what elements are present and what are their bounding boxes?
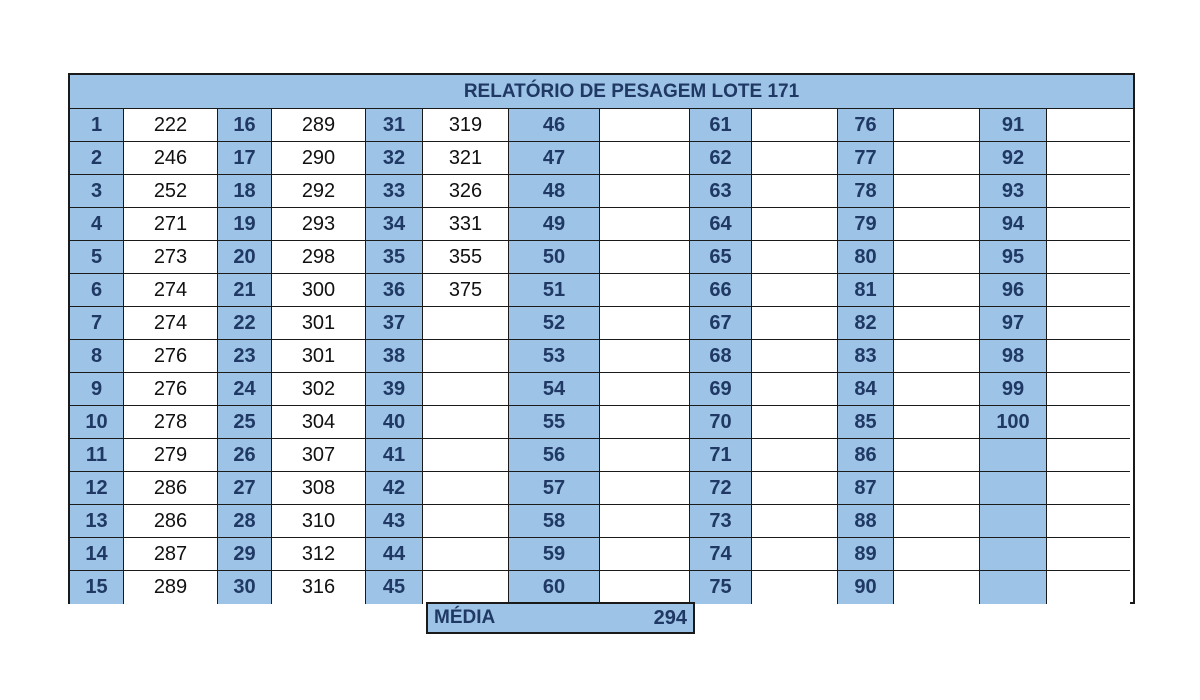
weight-value-cell: 286 <box>124 505 218 538</box>
index-cell: 68 <box>690 340 752 373</box>
index-cell: 23 <box>218 340 272 373</box>
weight-value-cell: 316 <box>272 571 366 604</box>
index-cell: 9 <box>70 373 124 406</box>
weight-value-cell: 271 <box>124 208 218 241</box>
index-cell: 89 <box>838 538 894 571</box>
weight-value-cell <box>600 109 690 142</box>
index-cell: 66 <box>690 274 752 307</box>
index-cell: 83 <box>838 340 894 373</box>
index-cell: 71 <box>690 439 752 472</box>
index-cell: 72 <box>690 472 752 505</box>
weight-value-cell: 273 <box>124 241 218 274</box>
index-cell: 29 <box>218 538 272 571</box>
weight-value-cell <box>894 571 980 604</box>
index-cell: 25 <box>218 406 272 439</box>
average-value: 294 <box>653 606 687 629</box>
weight-value-cell <box>894 505 980 538</box>
weight-value-cell <box>1047 109 1130 142</box>
index-cell: 5 <box>70 241 124 274</box>
index-cell: 86 <box>838 439 894 472</box>
index-cell: 20 <box>218 241 272 274</box>
weight-value-cell <box>1047 505 1130 538</box>
index-cell: 76 <box>838 109 894 142</box>
weight-value-cell: 274 <box>124 307 218 340</box>
index-cell: 69 <box>690 373 752 406</box>
weight-value-cell <box>423 307 509 340</box>
index-cell: 11 <box>70 439 124 472</box>
weight-value-cell <box>1047 208 1130 241</box>
average-label: MÉDIA <box>434 607 496 628</box>
index-cell: 91 <box>980 109 1047 142</box>
index-cell: 82 <box>838 307 894 340</box>
average-summary <box>426 602 695 634</box>
index-cell: 2 <box>70 142 124 175</box>
index-cell: 56 <box>509 439 600 472</box>
index-cell: 37 <box>366 307 423 340</box>
weight-value-cell <box>1047 571 1130 604</box>
weight-value-cell <box>894 274 980 307</box>
index-cell: 27 <box>218 472 272 505</box>
weight-value-cell: 279 <box>124 439 218 472</box>
index-cell: 16 <box>218 109 272 142</box>
index-cell: 63 <box>690 175 752 208</box>
index-cell: 39 <box>366 373 423 406</box>
index-cell: 58 <box>509 505 600 538</box>
index-cell: 84 <box>838 373 894 406</box>
weight-value-cell <box>1047 406 1130 439</box>
weight-value-cell: 355 <box>423 241 509 274</box>
index-cell: 42 <box>366 472 423 505</box>
weight-value-cell: 287 <box>124 538 218 571</box>
weight-value-cell <box>423 538 509 571</box>
index-cell: 55 <box>509 406 600 439</box>
report-title: RELATÓRIO DE PESAGEM LOTE 171 <box>70 75 1133 109</box>
weight-value-cell <box>600 406 690 439</box>
index-cell: 95 <box>980 241 1047 274</box>
index-cell: 38 <box>366 340 423 373</box>
index-cell: 74 <box>690 538 752 571</box>
weight-value-cell <box>894 241 980 274</box>
index-cell: 96 <box>980 274 1047 307</box>
weight-value-cell: 276 <box>124 340 218 373</box>
index-cell: 90 <box>838 571 894 604</box>
index-cell: 48 <box>509 175 600 208</box>
index-cell: 98 <box>980 340 1047 373</box>
index-cell: 28 <box>218 505 272 538</box>
weight-value-cell <box>600 505 690 538</box>
index-cell: 62 <box>690 142 752 175</box>
index-cell: 19 <box>218 208 272 241</box>
index-cell <box>980 571 1047 604</box>
weight-value-cell <box>600 142 690 175</box>
weight-value-cell <box>1047 241 1130 274</box>
weight-value-cell <box>752 208 838 241</box>
index-cell: 49 <box>509 208 600 241</box>
weight-value-cell: 290 <box>272 142 366 175</box>
index-cell: 60 <box>509 571 600 604</box>
weight-value-cell <box>1047 472 1130 505</box>
index-cell: 33 <box>366 175 423 208</box>
index-cell: 35 <box>366 241 423 274</box>
index-cell: 44 <box>366 538 423 571</box>
weight-value-cell <box>1047 175 1130 208</box>
weight-value-cell <box>752 406 838 439</box>
weight-value-cell <box>752 505 838 538</box>
weight-value-cell <box>1047 340 1130 373</box>
index-cell: 30 <box>218 571 272 604</box>
index-cell: 85 <box>838 406 894 439</box>
weight-value-cell <box>894 307 980 340</box>
weight-value-cell <box>894 373 980 406</box>
weight-value-cell: 321 <box>423 142 509 175</box>
weight-value-cell: 289 <box>124 571 218 604</box>
weight-value-cell <box>1047 274 1130 307</box>
weight-value-cell <box>752 142 838 175</box>
weight-value-cell <box>423 373 509 406</box>
weight-value-cell: 302 <box>272 373 366 406</box>
index-cell: 94 <box>980 208 1047 241</box>
weight-value-cell <box>423 472 509 505</box>
weight-value-cell: 300 <box>272 274 366 307</box>
weight-value-cell: 304 <box>272 406 366 439</box>
index-cell: 17 <box>218 142 272 175</box>
index-cell: 78 <box>838 175 894 208</box>
weighing-report-table <box>68 73 1135 604</box>
index-cell: 64 <box>690 208 752 241</box>
weight-value-cell <box>600 175 690 208</box>
weight-value-cell <box>894 538 980 571</box>
index-cell: 18 <box>218 175 272 208</box>
index-cell: 45 <box>366 571 423 604</box>
index-cell <box>980 439 1047 472</box>
weight-value-cell <box>752 340 838 373</box>
index-cell: 61 <box>690 109 752 142</box>
weight-value-cell <box>894 109 980 142</box>
weight-value-cell <box>894 472 980 505</box>
weight-value-cell: 278 <box>124 406 218 439</box>
weight-value-cell: 276 <box>124 373 218 406</box>
index-cell: 13 <box>70 505 124 538</box>
index-cell: 65 <box>690 241 752 274</box>
weight-value-cell: 312 <box>272 538 366 571</box>
weight-value-cell: 310 <box>272 505 366 538</box>
index-cell: 24 <box>218 373 272 406</box>
weight-value-cell <box>600 340 690 373</box>
index-cell: 26 <box>218 439 272 472</box>
weight-value-cell <box>1047 307 1130 340</box>
index-cell: 92 <box>980 142 1047 175</box>
weight-value-cell <box>894 439 980 472</box>
weight-value-cell <box>752 439 838 472</box>
weight-value-cell: 298 <box>272 241 366 274</box>
index-cell: 87 <box>838 472 894 505</box>
index-cell: 67 <box>690 307 752 340</box>
weight-value-cell: 307 <box>272 439 366 472</box>
weight-value-cell: 331 <box>423 208 509 241</box>
weight-value-cell <box>1047 439 1130 472</box>
index-cell: 97 <box>980 307 1047 340</box>
weight-value-cell: 286 <box>124 472 218 505</box>
weight-value-cell: 222 <box>124 109 218 142</box>
index-cell: 99 <box>980 373 1047 406</box>
index-cell: 14 <box>70 538 124 571</box>
index-cell: 6 <box>70 274 124 307</box>
weight-value-cell <box>600 241 690 274</box>
index-cell: 7 <box>70 307 124 340</box>
weight-value-cell: 246 <box>124 142 218 175</box>
index-cell: 32 <box>366 142 423 175</box>
weight-value-cell: 326 <box>423 175 509 208</box>
weight-value-cell <box>752 241 838 274</box>
index-cell: 47 <box>509 142 600 175</box>
weight-value-cell <box>600 439 690 472</box>
weight-value-cell <box>752 538 838 571</box>
weight-value-cell: 252 <box>124 175 218 208</box>
weight-value-cell <box>752 307 838 340</box>
weight-value-cell <box>894 406 980 439</box>
index-cell: 1 <box>70 109 124 142</box>
weight-value-cell <box>1047 142 1130 175</box>
weight-value-cell <box>600 307 690 340</box>
weight-value-cell: 301 <box>272 340 366 373</box>
index-cell: 31 <box>366 109 423 142</box>
index-cell: 22 <box>218 307 272 340</box>
index-cell: 34 <box>366 208 423 241</box>
weight-value-cell <box>600 208 690 241</box>
weight-value-cell: 301 <box>272 307 366 340</box>
index-cell: 77 <box>838 142 894 175</box>
weight-value-cell <box>894 340 980 373</box>
weight-value-cell <box>1047 538 1130 571</box>
weight-value-cell <box>894 142 980 175</box>
weight-value-cell <box>600 538 690 571</box>
index-cell: 40 <box>366 406 423 439</box>
weight-value-cell: 293 <box>272 208 366 241</box>
weight-value-cell <box>1047 373 1130 406</box>
index-cell: 88 <box>838 505 894 538</box>
weights-grid <box>70 109 1133 604</box>
weight-value-cell <box>752 472 838 505</box>
index-cell <box>980 505 1047 538</box>
index-cell: 93 <box>980 175 1047 208</box>
weight-value-cell <box>423 406 509 439</box>
weight-value-cell <box>423 505 509 538</box>
index-cell: 43 <box>366 505 423 538</box>
index-cell <box>980 538 1047 571</box>
index-cell: 41 <box>366 439 423 472</box>
weight-value-cell <box>600 472 690 505</box>
index-cell: 73 <box>690 505 752 538</box>
index-cell: 4 <box>70 208 124 241</box>
index-cell: 8 <box>70 340 124 373</box>
index-cell: 75 <box>690 571 752 604</box>
index-cell: 79 <box>838 208 894 241</box>
weight-value-cell: 308 <box>272 472 366 505</box>
index-cell: 53 <box>509 340 600 373</box>
weight-value-cell <box>894 175 980 208</box>
weight-value-cell <box>752 373 838 406</box>
weight-value-cell: 289 <box>272 109 366 142</box>
weight-value-cell <box>752 571 838 604</box>
weight-value-cell: 292 <box>272 175 366 208</box>
weight-value-cell <box>423 571 509 604</box>
weight-value-cell <box>423 439 509 472</box>
index-cell: 59 <box>509 538 600 571</box>
weight-value-cell: 274 <box>124 274 218 307</box>
index-cell: 36 <box>366 274 423 307</box>
index-cell: 54 <box>509 373 600 406</box>
index-cell: 15 <box>70 571 124 604</box>
index-cell: 10 <box>70 406 124 439</box>
index-cell: 46 <box>509 109 600 142</box>
index-cell: 12 <box>70 472 124 505</box>
weight-value-cell <box>600 571 690 604</box>
index-cell <box>980 472 1047 505</box>
index-cell: 52 <box>509 307 600 340</box>
index-cell: 70 <box>690 406 752 439</box>
weight-value-cell: 319 <box>423 109 509 142</box>
index-cell: 50 <box>509 241 600 274</box>
index-cell: 21 <box>218 274 272 307</box>
index-cell: 81 <box>838 274 894 307</box>
index-cell: 100 <box>980 406 1047 439</box>
index-cell: 3 <box>70 175 124 208</box>
index-cell: 51 <box>509 274 600 307</box>
weight-value-cell <box>752 109 838 142</box>
weight-value-cell <box>600 274 690 307</box>
weight-value-cell <box>752 274 838 307</box>
weight-value-cell <box>423 340 509 373</box>
index-cell: 57 <box>509 472 600 505</box>
weight-value-cell <box>752 175 838 208</box>
weight-value-cell <box>600 373 690 406</box>
weight-value-cell: 375 <box>423 274 509 307</box>
index-cell: 80 <box>838 241 894 274</box>
weight-value-cell <box>894 208 980 241</box>
